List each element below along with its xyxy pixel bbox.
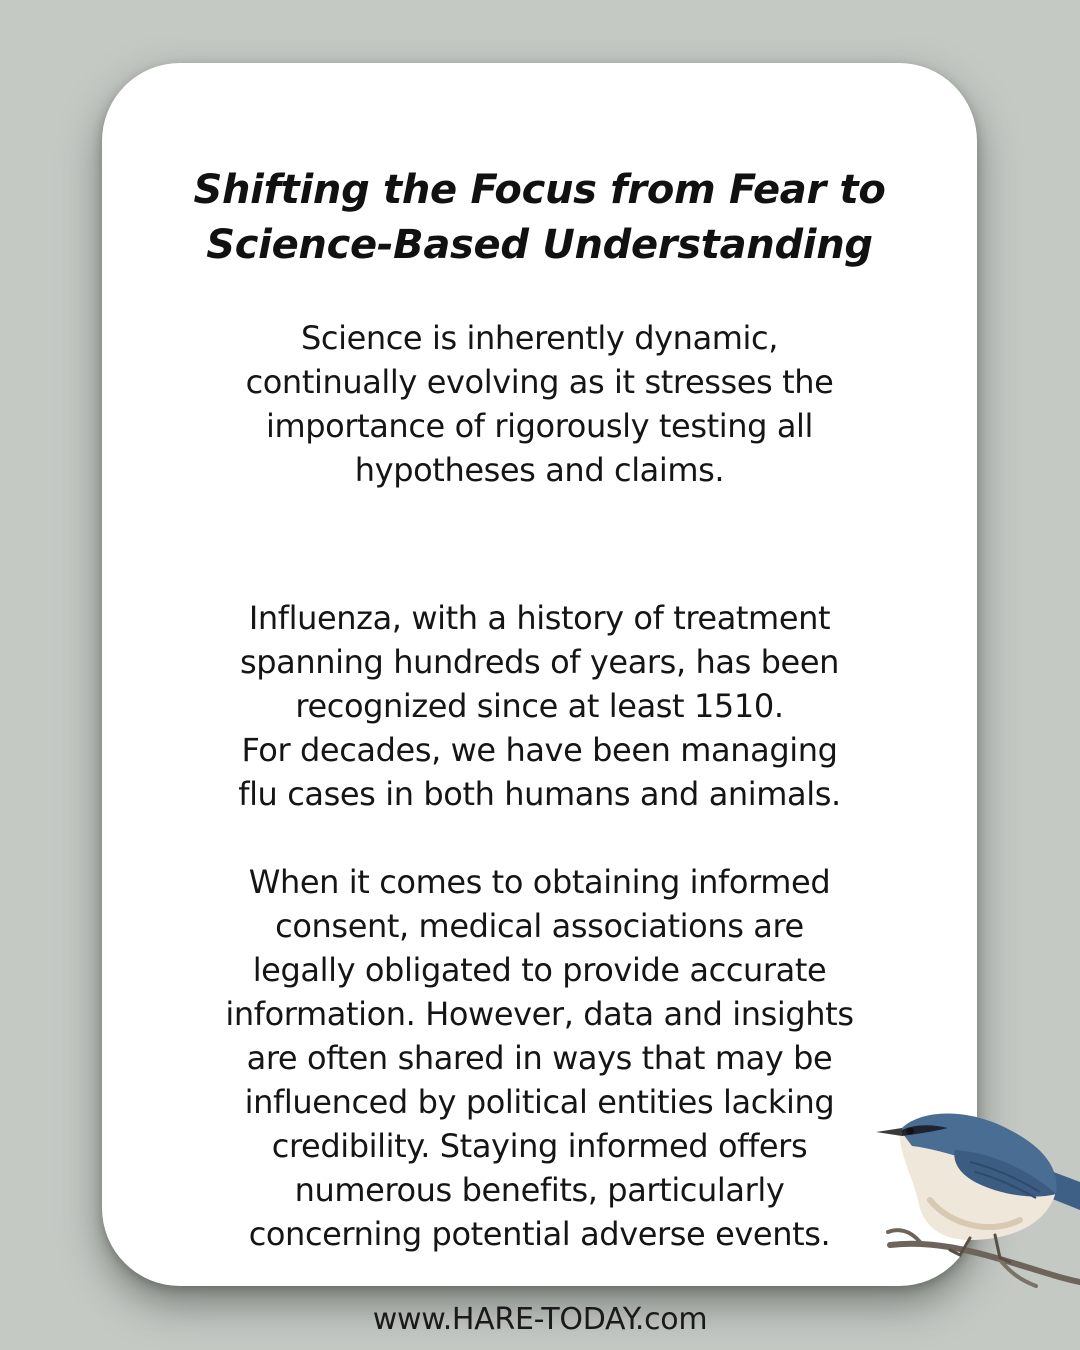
paragraph-line: Science is inherently dynamic, <box>300 319 779 357</box>
paragraph-science <box>152 316 927 492</box>
paragraph-line: legally obligated to provide accurate <box>252 951 827 989</box>
content-card <box>102 63 977 1286</box>
website-url: www.HARE-TODAY.com <box>372 1302 708 1337</box>
paragraph-line: Influenza, with a history of treatment <box>248 599 831 637</box>
paragraph-line: credibility. Staying informed offers <box>271 1127 808 1165</box>
paragraph-line: When it comes to obtaining informed <box>248 863 831 901</box>
title-line: Science-Based Understanding <box>206 222 873 268</box>
paragraph-line: flu cases in both humans and animals. <box>238 775 841 813</box>
paragraph-line: recognized since at least 1510. <box>295 687 784 725</box>
paragraph-line: concerning potential adverse events. <box>248 1215 831 1253</box>
paragraph-line: numerous benefits, particularly <box>294 1171 785 1209</box>
paragraph-line: are often shared in ways that may be <box>246 1039 833 1077</box>
paragraph-line: spanning hundreds of years, has been <box>240 643 839 681</box>
paragraph-line: hypotheses and claims. <box>354 451 725 489</box>
paragraph-line: importance of rigorously testing all <box>265 407 814 445</box>
title-line: Shifting the Focus from Fear to <box>193 167 886 213</box>
paragraph-line: consent, medical associations are <box>275 907 804 945</box>
paragraph-line: For decades, we have been managing <box>241 731 838 769</box>
paragraph-line: information. However, data and insights <box>225 995 854 1033</box>
paragraph-influenza <box>152 596 927 816</box>
paragraph-line: continually evolving as it stresses the <box>245 363 834 401</box>
paragraph-informed-consent <box>152 860 927 1256</box>
bird-illustration <box>860 1090 1080 1290</box>
paragraph-line: influenced by political entities lacking <box>244 1083 835 1121</box>
page-title <box>102 163 977 273</box>
